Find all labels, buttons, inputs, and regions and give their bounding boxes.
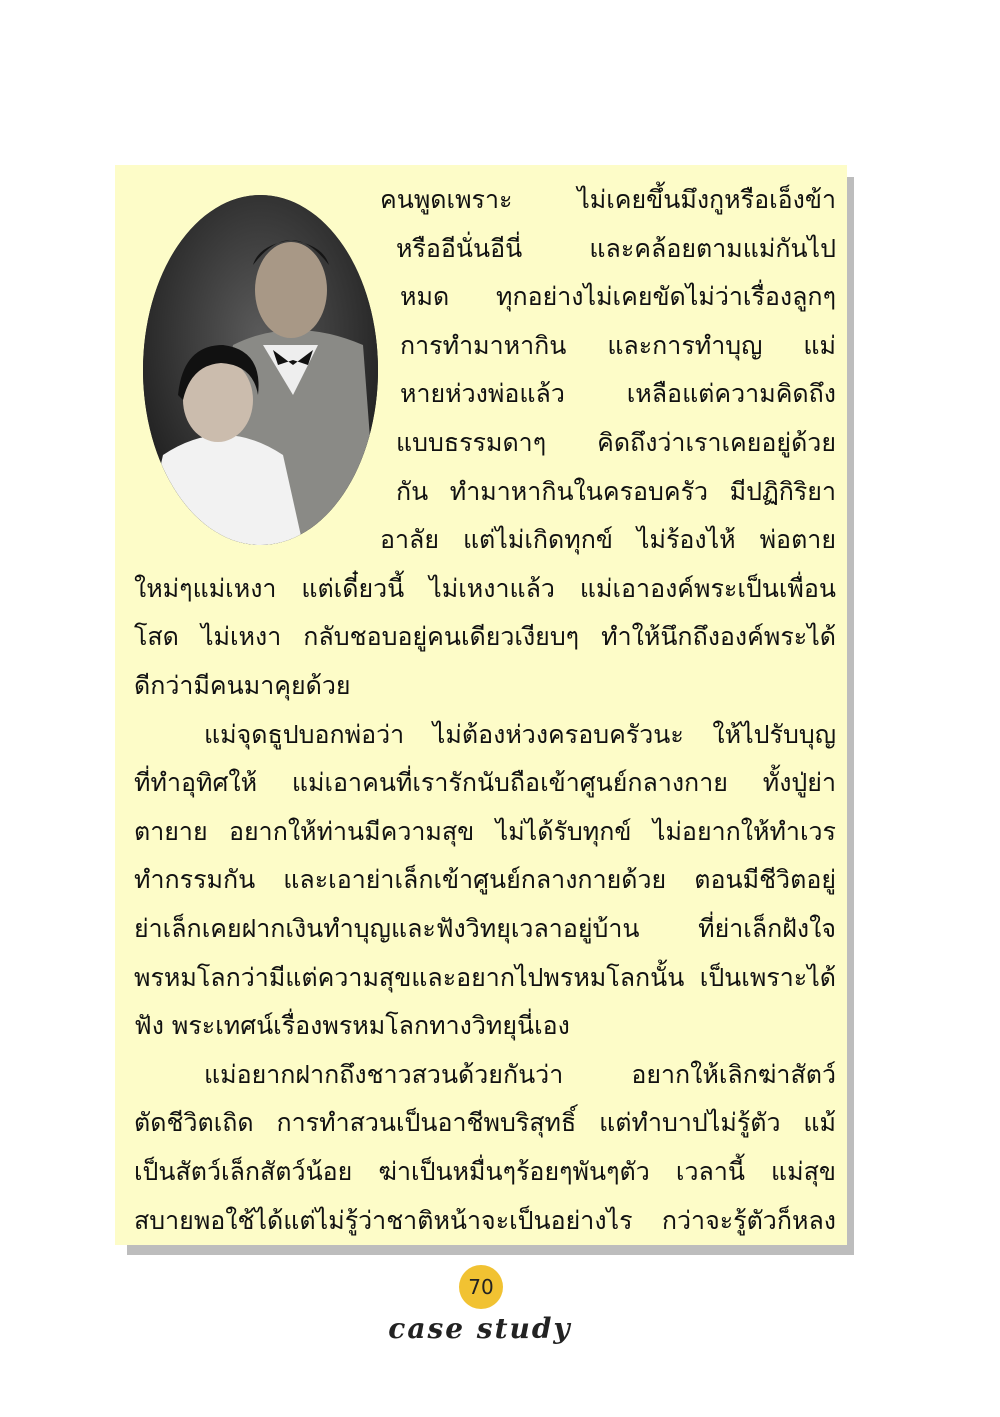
body-text-line: โสด ไม่เหงา กลับชอบอยู่คนเดียวเงียบๆ ทำให้นึกถึงองค์พระได้	[134, 622, 836, 651]
body-text-line: แบบธรรมดาๆ คิดถึงว่าเราเคยอยู่ด้วย	[396, 428, 836, 457]
body-text-line: พรหมโลกว่ามีแต่ความสุขและอยากไปพรหมโลกนั้น เป็นเพราะได้	[134, 963, 836, 992]
body-text-line: ที่ทำอุทิศให้ แม่เอาคนที่เรารักนับถือเข้าศูนย์กลางกาย ทั้งปู่ย่า	[134, 768, 836, 797]
body-text-line: ดีกว่ามีคนมาคุยด้วย	[134, 671, 351, 700]
body-text-line: แม่จุดธูปบอกพ่อว่า ไม่ต้องห่วงครอบครัวนะ ให้ไปรับบุญ	[204, 720, 836, 749]
body-text-line: ทำกรรมกัน และเอาย่าเล็กเข้าศูนย์กลางกายด้วย ตอนมีชีวิตอยู่	[134, 865, 836, 894]
body-text-line: กัน ทำมาหากินในครอบครัว มีปฏิกิริยา	[396, 477, 836, 506]
body-text-line: ใหม่ๆแม่เหงา แต่เดี๋ยวนี้ ไม่เหงาแล้ว แม่เอาองค์พระเป็นเพื่อน	[134, 574, 836, 603]
body-text-line: ตัดชีวิตเถิด การทำสวนเป็นอาชีพบริสุทธิ์ แต่ทำบาปไม่รู้ตัว แม้	[134, 1108, 836, 1137]
body-text-line: หายห่วงพ่อแล้ว เหลือแต่ความคิดถึง	[400, 379, 836, 408]
body-text-line: ฟัง พระเทศน์เรื่องพรหมโลกทางวิทยุนี่เอง	[134, 1011, 570, 1040]
body-text-line: คนพูดเพราะ ไม่เคยขึ้นมึงกูหรือเอ็งข้า	[380, 185, 836, 214]
body-text-line: การทำมาหากิน และการทำบุญ แม่	[400, 331, 836, 360]
body-text-line: เป็นสัตว์เล็กสัตว์น้อย ฆ่าเป็นหมื่นๆร้อยๆพันๆตัว เวลานี้ แม่สุข	[134, 1157, 836, 1186]
body-text-line: สบายพอใช้ได้แต่ไม่รู้ว่าชาติหน้าจะเป็นอย่างไร กว่าจะรู้ตัวก็หลง	[134, 1206, 836, 1235]
footer-case-study-label: case study	[388, 1312, 572, 1345]
body-text-line: อาลัย แต่ไม่เกิดทุกข์ ไม่ร้องไห้ พ่อตาย	[380, 525, 836, 554]
body-text-line: หรืออีนั่นอีนี่ และคล้อยตามแม่กันไป	[396, 234, 836, 263]
body-text-line: หมด ทุกอย่างไม่เคยขัดไม่ว่าเรื่องลูกๆ	[400, 282, 836, 311]
body-text-line: ตายาย อยากให้ท่านมีความสุข ไม่ได้รับทุกข์ ไม่อยากให้ทำเวร	[134, 817, 836, 846]
body-text-line: แม่อยากฝากถึงชาวสวนด้วยกันว่า อยากให้เลิกฆ่าสัตว์	[204, 1060, 836, 1089]
couple-portrait-photo	[143, 195, 378, 545]
body-text-line: ย่าเล็กเคยฝากเงินทำบุญและฟังวิทยุเวลาอยู่บ้าน ที่ย่าเล็กฝังใจ	[134, 914, 836, 943]
page-number-badge: 70	[459, 1265, 503, 1309]
